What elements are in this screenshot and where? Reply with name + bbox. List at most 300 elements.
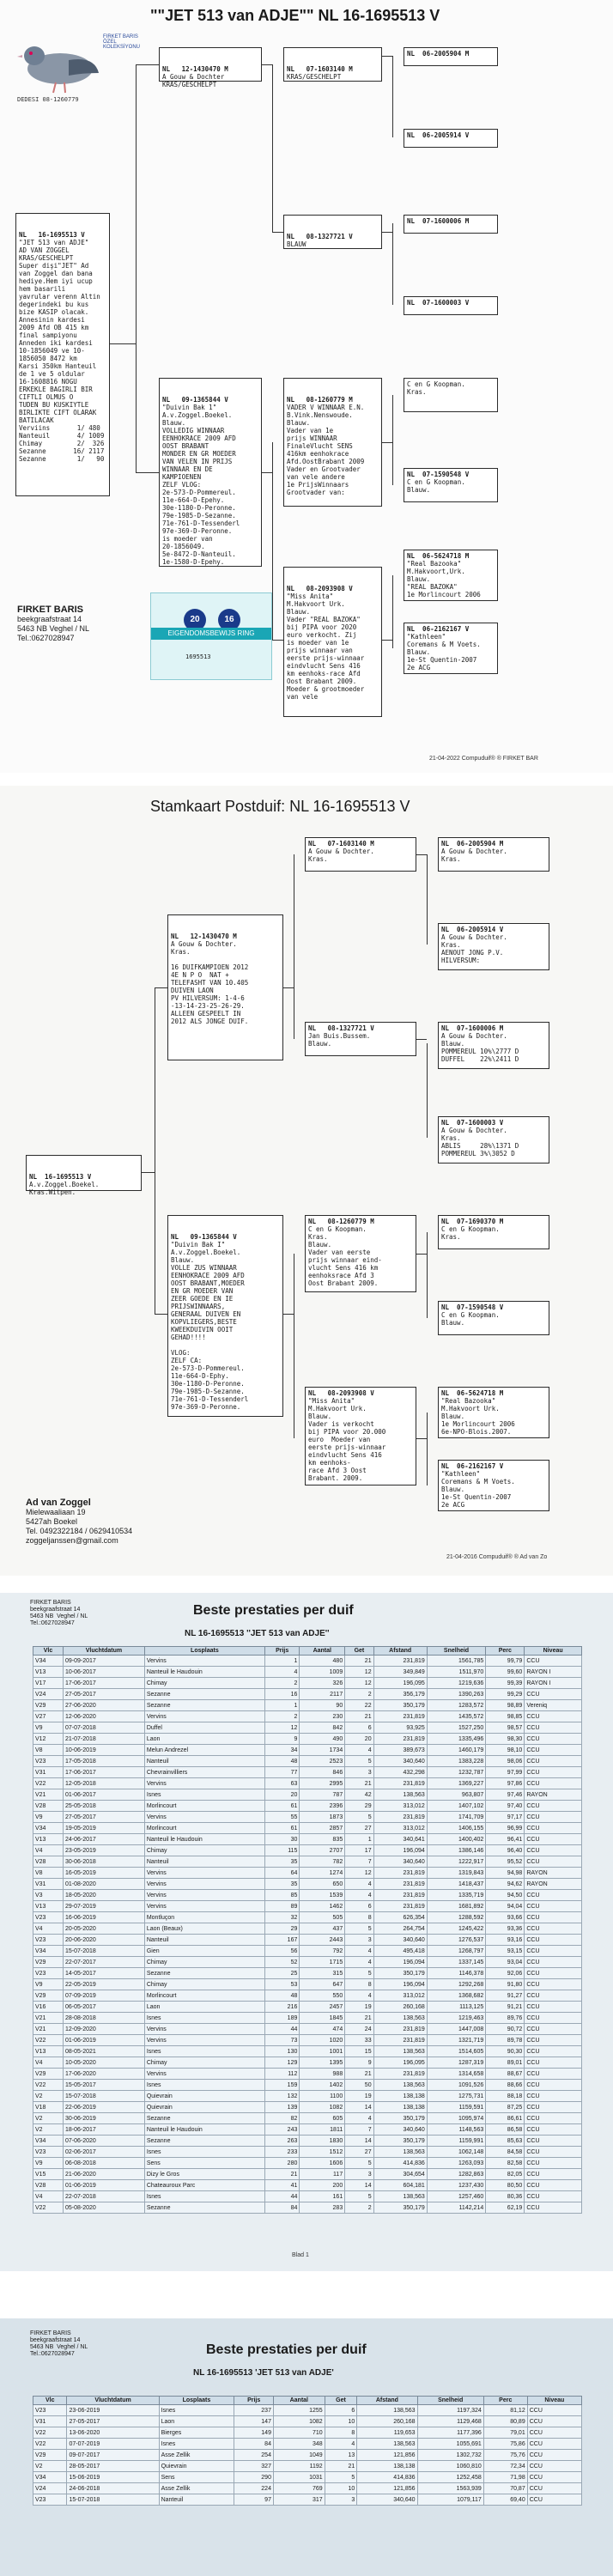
table-cell: RAYON — [525, 1879, 582, 1890]
table-cell: 5 — [345, 1968, 373, 1979]
table-cell: 1288,592 — [427, 1912, 485, 1923]
table-cell: 1368,682 — [427, 1990, 485, 2002]
table-cell: 647 — [300, 1979, 345, 1990]
table-cell: V22 — [33, 2439, 67, 2450]
table-cell: 231,819 — [373, 1778, 427, 1789]
table-cell: 1219,463 — [427, 2013, 485, 2024]
table-cell: 626,354 — [373, 1912, 427, 1923]
table-cell: 231,819 — [373, 1901, 427, 1912]
table-cell: 25-05-2018 — [63, 1801, 144, 1812]
box-text: C en G Koopman. Blauw. — [441, 1311, 500, 1327]
ring-number: NL 06-2005904 M — [407, 50, 470, 58]
table-cell: 1274 — [300, 1868, 345, 1879]
table-cell: 44 — [264, 2024, 299, 2035]
ggp-box-1 — [438, 837, 549, 872]
table-cell: 25 — [264, 1968, 299, 1979]
table-cell: V4 — [33, 2191, 64, 2202]
table-cell: V34 — [33, 2136, 64, 2147]
table-cell: 1 — [264, 1700, 299, 1711]
table-cell: CCU — [525, 1856, 582, 1868]
table-cell: Dizy le Gros — [144, 2169, 264, 2180]
table-cell: 782 — [300, 1856, 345, 1868]
table-cell: 350,179 — [373, 1700, 427, 1711]
table-cell: 1091,526 — [427, 2080, 485, 2091]
table-cell: 1386,146 — [427, 1845, 485, 1856]
table-cell: 96,41 — [486, 1834, 525, 1845]
table-cell: Vervins — [144, 1778, 264, 1789]
table-cell: 1192 — [273, 2461, 325, 2472]
table-cell: 29-07-2019 — [63, 1901, 144, 1912]
table-row — [33, 2002, 582, 2013]
table-cell: V24 — [33, 2483, 67, 2494]
sire-dam-box — [283, 215, 382, 249]
table-row — [33, 1711, 582, 1722]
connector-line — [155, 1314, 167, 1315]
table-cell: 1222,917 — [427, 1856, 485, 1868]
owner-block — [26, 1498, 132, 1546]
table-cell: 350,179 — [373, 2202, 427, 2214]
table-cell: 1159,991 — [427, 2136, 485, 2147]
table-cell: V24 — [33, 1689, 64, 1700]
connector-line — [392, 395, 393, 485]
table-cell: 98,10 — [486, 1745, 525, 1756]
connector-line — [262, 472, 272, 473]
column-header: Niveau — [527, 2397, 581, 2405]
table-cell: Vervins — [144, 1879, 264, 1890]
table-cell: 233 — [264, 2147, 299, 2158]
table-cell: 474 — [300, 2024, 345, 2035]
table-cell: V34 — [33, 1656, 64, 1667]
results-title: Beste prestaties per duif — [193, 1603, 354, 1618]
table-cell: 495,418 — [373, 1946, 427, 1957]
table-row — [33, 1689, 582, 1700]
connector-line — [136, 472, 159, 473]
box-text: "JET 513 van ADJE" AD VAN ZOGGEL KRAS/GESCHELPT Super dişi"JET" Ad van Zoggel dan bana hediye.Hem iyi ucup hem basarili yavrular verenn Altin degerindeki bu kus bize KASIP olacak. Annesinin kardesi 2009 Afd OB 415 km final sampiyonu Anneden iki kardesi 10-1856049 ve 10- 1856050 8472 km Karsi 350km Hanteuil de 1 ve 5 oldular 16-1608816 NOGU ERKEKLE BAGIRLI BIR CIFTLI OLMUS O TUDEN BU KUSKIYTLE BIRLIKTE CIFT OLARAK BATILACAK Verviins 1/ 480 Nanteuil 4/ 1009 Chimay 2/ 326 Sezanne 16/ 2117 Sezanne 1/ 90 — [19, 239, 105, 463]
table-cell: 340,640 — [357, 2494, 417, 2506]
results-subtitle: NL 16-1695513 'JET 513 van ADJE' — [193, 2368, 334, 2378]
table-cell: 97,86 — [486, 1778, 525, 1789]
table-row — [33, 2461, 582, 2472]
table-cell: CCU — [525, 2147, 582, 2158]
table-header-row — [33, 1647, 582, 1656]
table-cell: 2 — [345, 1689, 373, 1700]
ring-band: EIGENDOMSBEWIJS RING — [151, 628, 271, 640]
ring-number: NL 16-1695513 V — [29, 1173, 92, 1181]
table-cell: 35 — [264, 1856, 299, 1868]
table-cell: 138,563 — [373, 2046, 427, 2057]
table-cell: 01-06-2019 — [63, 2180, 144, 2191]
table-cell: 80,89 — [483, 2416, 527, 2427]
table-cell: 17-06-2017 — [63, 1767, 144, 1778]
table-row — [33, 2450, 582, 2461]
table-cell: V22 — [33, 2202, 64, 2214]
table-cell: 1873 — [300, 1812, 345, 1823]
table-cell: V2 — [33, 2461, 67, 2472]
table-cell: V31 — [33, 1879, 64, 1890]
ggp-box-5 — [438, 1215, 549, 1249]
table-cell: 91,27 — [486, 1990, 525, 2002]
table-cell: 93,15 — [486, 1946, 525, 1957]
table-cell: 2857 — [300, 1823, 345, 1834]
table-cell: 315 — [300, 1968, 345, 1979]
stamkaart-title: Stamkaart Postduif: NL 16-1695513 V — [150, 798, 410, 815]
table-cell: V8 — [33, 1745, 64, 1756]
owner-block — [17, 605, 89, 643]
table-cell: 1741,709 — [427, 1812, 485, 1823]
table-cell: 21 — [345, 2069, 373, 2080]
owner-block: FIRKET BARIS beekgraafstraat 14 5463 NB Veghel / NL Tel.:0627028947 — [30, 2330, 88, 2357]
table-cell: 550 — [300, 1990, 345, 2002]
table-cell: V23 — [33, 2494, 67, 2506]
table-cell: 6 — [345, 1901, 373, 1912]
table-cell: CCU — [525, 1778, 582, 1789]
table-cell: 1287,319 — [427, 2057, 485, 2069]
table-cell: 231,819 — [373, 2069, 427, 2080]
table-row — [33, 1812, 582, 1823]
table-cell: V28 — [33, 1801, 64, 1812]
ring-number: NL 12-1430470 M — [171, 933, 237, 940]
dedesi-label: DEDESI 08-1260779 — [17, 96, 79, 103]
table-cell: 55 — [264, 1812, 299, 1823]
table-cell: 1146,378 — [427, 1968, 485, 1979]
table-cell: 73 — [264, 2035, 299, 2046]
table-cell: Isnes — [159, 2405, 234, 2416]
table-cell: Nanteuil le Haudouin — [144, 2124, 264, 2136]
table-cell: V18 — [33, 2102, 64, 2113]
table-row — [33, 2113, 582, 2124]
column-header: Get — [345, 1647, 373, 1656]
table-cell: CCU — [525, 1767, 582, 1778]
table-cell: 350,179 — [373, 2113, 427, 2124]
table-cell: Isnes — [144, 2147, 264, 2158]
table-cell: 138,138 — [373, 2091, 427, 2102]
table-cell: 27-05-2017 — [63, 1689, 144, 1700]
table-cell: 1060,810 — [417, 2461, 483, 2472]
table-cell: V31 — [33, 2416, 67, 2427]
table-cell: Chimay — [144, 2057, 264, 2069]
table-cell: CCU — [525, 2013, 582, 2024]
table-row — [33, 1879, 582, 1890]
table-cell: 1435,572 — [427, 1711, 485, 1722]
connector-line — [392, 575, 393, 648]
table-cell: 1407,102 — [427, 1801, 485, 1812]
table-cell: 1252,458 — [417, 2472, 483, 2483]
table-cell: 30-06-2019 — [63, 2113, 144, 2124]
table-cell: 10-06-2017 — [63, 1667, 144, 1678]
table-cell: 98,57 — [486, 1722, 525, 1734]
table-header-row — [33, 2397, 582, 2405]
table-cell: 12 — [345, 1678, 373, 1689]
table-cell: 29 — [345, 1801, 373, 1812]
table-cell: V23 — [33, 2147, 64, 2158]
table-cell: 88,66 — [486, 2080, 525, 2091]
table-cell: 5 — [345, 2158, 373, 2169]
table-cell: 1009 — [300, 1667, 345, 1678]
table-row — [33, 1856, 582, 1868]
table-cell: Isnes — [144, 1789, 264, 1801]
table-cell: 149 — [234, 2427, 274, 2439]
table-cell: RAYON I — [525, 1667, 582, 1678]
connector-line — [136, 64, 137, 472]
table-cell: V28 — [33, 2180, 64, 2191]
table-cell: 20 — [345, 1734, 373, 1745]
ggp-box-8 — [438, 1460, 549, 1511]
column-header: Afstand — [357, 2397, 417, 2405]
table-cell: Nanteuil le Haudouin — [144, 1834, 264, 1845]
table-cell: 14 — [345, 2102, 373, 2113]
table-cell: 89,78 — [486, 2035, 525, 2046]
table-cell: Morlincourt — [144, 1990, 264, 2002]
table-cell: Quievrain — [159, 2461, 234, 2472]
box-text: A Gouw & Dochter. Kras. — [308, 848, 374, 863]
table-cell: 1001 — [300, 2046, 345, 2057]
table-cell: 97,40 — [486, 1801, 525, 1812]
connector-line — [382, 442, 392, 443]
table-cell: 01-06-2019 — [63, 2035, 144, 2046]
table-cell: 3 — [345, 2169, 373, 2180]
table-cell: V9 — [33, 1812, 64, 1823]
ring-number: NL 06-2162167 V — [407, 625, 470, 633]
table-cell: Sens — [144, 2158, 264, 2169]
table-cell: 1314,658 — [427, 2069, 485, 2080]
sire-box — [167, 914, 283, 1060]
table-cell: 71,98 — [483, 2472, 527, 2483]
ring-number: NL 06-2005914 V — [441, 926, 504, 933]
column-header: Perc — [483, 2397, 527, 2405]
table-cell: Sezanne — [144, 2113, 264, 2124]
ggp-box-3 — [438, 1022, 549, 1069]
table-cell: 846 — [300, 1767, 345, 1778]
table-cell: CCU — [527, 2483, 581, 2494]
table-cell: 1418,437 — [427, 1879, 485, 1890]
table-cell: 196,094 — [373, 1979, 427, 1990]
table-cell: 19 — [345, 2091, 373, 2102]
table-cell: 27-06-2020 — [63, 1700, 144, 1711]
ring-number: NL 08-1260779 M — [308, 1218, 374, 1225]
table-row — [33, 1912, 582, 1923]
table-cell: CCU — [525, 2169, 582, 2180]
table-cell: V29 — [33, 2069, 64, 2080]
table-cell: 280 — [264, 2158, 299, 2169]
table-cell: 88,18 — [486, 2091, 525, 2102]
table-cell: 2707 — [300, 1845, 345, 1856]
table-cell: Nanteuil — [144, 1856, 264, 1868]
ggp-box-2 — [404, 129, 498, 148]
table-cell: 231,819 — [373, 2024, 427, 2035]
table-cell: 138,563 — [373, 2013, 427, 2024]
table-cell: Asse Zellik — [159, 2483, 234, 2494]
table-cell: 787 — [300, 1789, 345, 1801]
table-cell: 231,819 — [373, 1812, 427, 1823]
table-cell: 1020 — [300, 2035, 345, 2046]
table-cell: 93,66 — [486, 1912, 525, 1923]
owner-phone: Tel.:0627028947 — [17, 634, 75, 642]
table-cell: 21 — [345, 1711, 373, 1722]
column-header: Get — [325, 2397, 357, 2405]
table-cell: 350,179 — [373, 1968, 427, 1979]
ring-number: NL 07-1600003 V — [441, 1119, 504, 1127]
column-header: Losplaats — [159, 2397, 234, 2405]
table-cell: Chimay — [144, 1845, 264, 1856]
table-cell: 89 — [264, 1901, 299, 1912]
table-cell: 56 — [264, 1946, 299, 1957]
table-cell: 23-06-2019 — [67, 2405, 159, 2416]
table-cell: 18-06-2017 — [63, 2124, 144, 2136]
table-cell: 1514,605 — [427, 2046, 485, 2057]
table-row — [33, 2136, 582, 2147]
table-cell: 1406,155 — [427, 1823, 485, 1834]
table-cell: 93,925 — [373, 1722, 427, 1734]
table-cell: V34 — [33, 2472, 67, 2483]
pedigree-sheet-1 — [0, 0, 613, 773]
table-cell: 340,640 — [373, 2124, 427, 2136]
table-cell: 48 — [264, 1756, 299, 1767]
table-cell: 231,819 — [373, 1879, 427, 1890]
table-cell: 34 — [264, 1745, 299, 1756]
table-cell: 196,095 — [373, 1678, 427, 1689]
table-cell: 313,012 — [373, 1823, 427, 1834]
table-cell: 10-05-2020 — [63, 2057, 144, 2069]
table-cell: 17 — [345, 1845, 373, 1856]
table-cell: 1276,537 — [427, 1935, 485, 1946]
table-row — [33, 2102, 582, 2113]
table-cell: V21 — [33, 2013, 64, 2024]
table-cell: 356,179 — [373, 1689, 427, 1700]
table-cell: 16-06-2019 — [63, 1912, 144, 1923]
table-cell: 44 — [264, 2191, 299, 2202]
table-cell: 24-06-2017 — [63, 1834, 144, 1845]
table-cell: CCU — [525, 2035, 582, 2046]
table-cell: 263 — [264, 2136, 299, 2147]
table-cell: 14 — [345, 2180, 373, 2191]
table-cell: 12-06-2020 — [63, 1711, 144, 1722]
table-cell: 15-07-2018 — [63, 2091, 144, 2102]
table-cell: 4 — [325, 2439, 357, 2450]
table-row — [33, 1890, 582, 1901]
table-cell: Vereniq — [525, 1700, 582, 1711]
table-cell: 414,836 — [357, 2472, 417, 2483]
table-cell: 10 — [325, 2416, 357, 2427]
column-header: Perc — [486, 1647, 525, 1656]
box-text: C en G Koopman. Kras. Blauw. Vader van eerste prijs winnaar eind- vlucht Sens 416 km eenhoksrace Afd 3 Oost Brabant 2009. — [308, 1225, 382, 1287]
table-cell: 1400,402 — [427, 1834, 485, 1845]
ring-number: NL 09-1365844 V — [162, 396, 228, 404]
table-cell: 2443 — [300, 1935, 345, 1946]
table-cell: CCU — [525, 1968, 582, 1979]
connector-line — [427, 1232, 428, 1318]
table-cell: 22-05-2019 — [63, 1979, 144, 1990]
table-cell: 07-07-2019 — [67, 2439, 159, 2450]
table-cell: 189 — [264, 2013, 299, 2024]
table-cell: 85 — [264, 1890, 299, 1901]
table-cell: 769 — [273, 2483, 325, 2494]
table-cell: 5 — [325, 2472, 357, 2483]
table-cell: 86,61 — [486, 2113, 525, 2124]
table-cell: 24 — [345, 2024, 373, 2035]
table-cell: V2 — [33, 2124, 64, 2136]
table-cell: CCU — [525, 2202, 582, 2214]
table-cell: 30-06-2018 — [63, 1856, 144, 1868]
table-cell: 50 — [345, 2080, 373, 2091]
table-cell: 90 — [300, 1700, 345, 1711]
owner-city: 5463 NB Veghel / NL — [17, 624, 90, 633]
table-cell: 18-05-2020 — [63, 1890, 144, 1901]
table-cell: Vervins — [144, 1812, 264, 1823]
table-row — [33, 1789, 582, 1801]
table-cell: V4 — [33, 1845, 64, 1856]
table-row — [33, 2013, 582, 2024]
table-cell: 1197,324 — [417, 2405, 483, 2416]
table-cell: 64 — [264, 1868, 299, 1879]
table-cell: 75,76 — [483, 2450, 527, 2461]
table-cell: 1142,214 — [427, 2202, 485, 2214]
table-cell: 79,01 — [483, 2427, 527, 2439]
owner-name: FIRKET BARIS — [17, 605, 83, 615]
table-cell: 8 — [345, 1979, 373, 1990]
table-cell: 1031 — [273, 2472, 325, 2483]
box-text: A.v.Zoggel.Boekel. Kras.Witpen. — [29, 1181, 100, 1196]
table-cell: 30 — [264, 1834, 299, 1845]
table-row — [33, 1845, 582, 1856]
table-row — [33, 2080, 582, 2091]
table-cell: 28-05-2017 — [67, 2461, 159, 2472]
table-cell: 85,63 — [486, 2136, 525, 2147]
table-cell: 1219,636 — [427, 1678, 485, 1689]
table-cell: 1257,460 — [427, 2191, 485, 2202]
table-cell: 21-07-2018 — [63, 1734, 144, 1745]
table-cell: 1292,268 — [427, 1979, 485, 1990]
table-cell: 138,138 — [373, 2102, 427, 2113]
table-cell: 9 — [345, 2057, 373, 2069]
table-cell: 09-09-2017 — [63, 1656, 144, 1667]
table-cell: 5 — [345, 1812, 373, 1823]
table-cell: 4 — [264, 1667, 299, 1678]
table-cell: 3 — [345, 1767, 373, 1778]
table-cell: 1302,732 — [417, 2450, 483, 2461]
table-cell: 15-07-2018 — [67, 2494, 159, 2506]
box-text: KRAS/GESCHELPT — [287, 73, 342, 81]
column-header: Prijs — [234, 2397, 274, 2405]
table-cell: 93,04 — [486, 1957, 525, 1968]
table-cell: 138,138 — [357, 2461, 417, 2472]
table-cell: CCU — [525, 2180, 582, 2191]
table-cell: Vervins — [144, 1901, 264, 1912]
table-cell: Chateauroux Parc — [144, 2180, 264, 2191]
table-cell: 121,856 — [357, 2450, 417, 2461]
table-cell: V21 — [33, 1789, 64, 1801]
table-cell: 07-06-2020 — [63, 2136, 144, 2147]
table-cell: V21 — [33, 2024, 64, 2035]
table-cell: 24-06-2018 — [67, 2483, 159, 2494]
table-cell: V34 — [33, 1946, 64, 1957]
table-cell: Bierges — [159, 2427, 234, 2439]
table-cell: 340,640 — [373, 1756, 427, 1767]
table-cell: 1283,572 — [427, 1700, 485, 1711]
table-cell: 1830 — [300, 2136, 345, 2147]
ownership-ring-card — [150, 592, 272, 680]
table-cell: V23 — [33, 1756, 64, 1767]
table-row — [33, 2147, 582, 2158]
table-cell: 138,563 — [373, 2191, 427, 2202]
table-row — [33, 2483, 582, 2494]
table-cell: CCU — [525, 1689, 582, 1700]
column-header: Aantal — [273, 2397, 325, 2405]
table-cell: V29 — [33, 2450, 67, 2461]
column-header: Afstand — [373, 1647, 427, 1656]
connector-line — [283, 1314, 294, 1315]
table-cell: CCU — [525, 1834, 582, 1845]
table-cell: 98,06 — [486, 1756, 525, 1767]
